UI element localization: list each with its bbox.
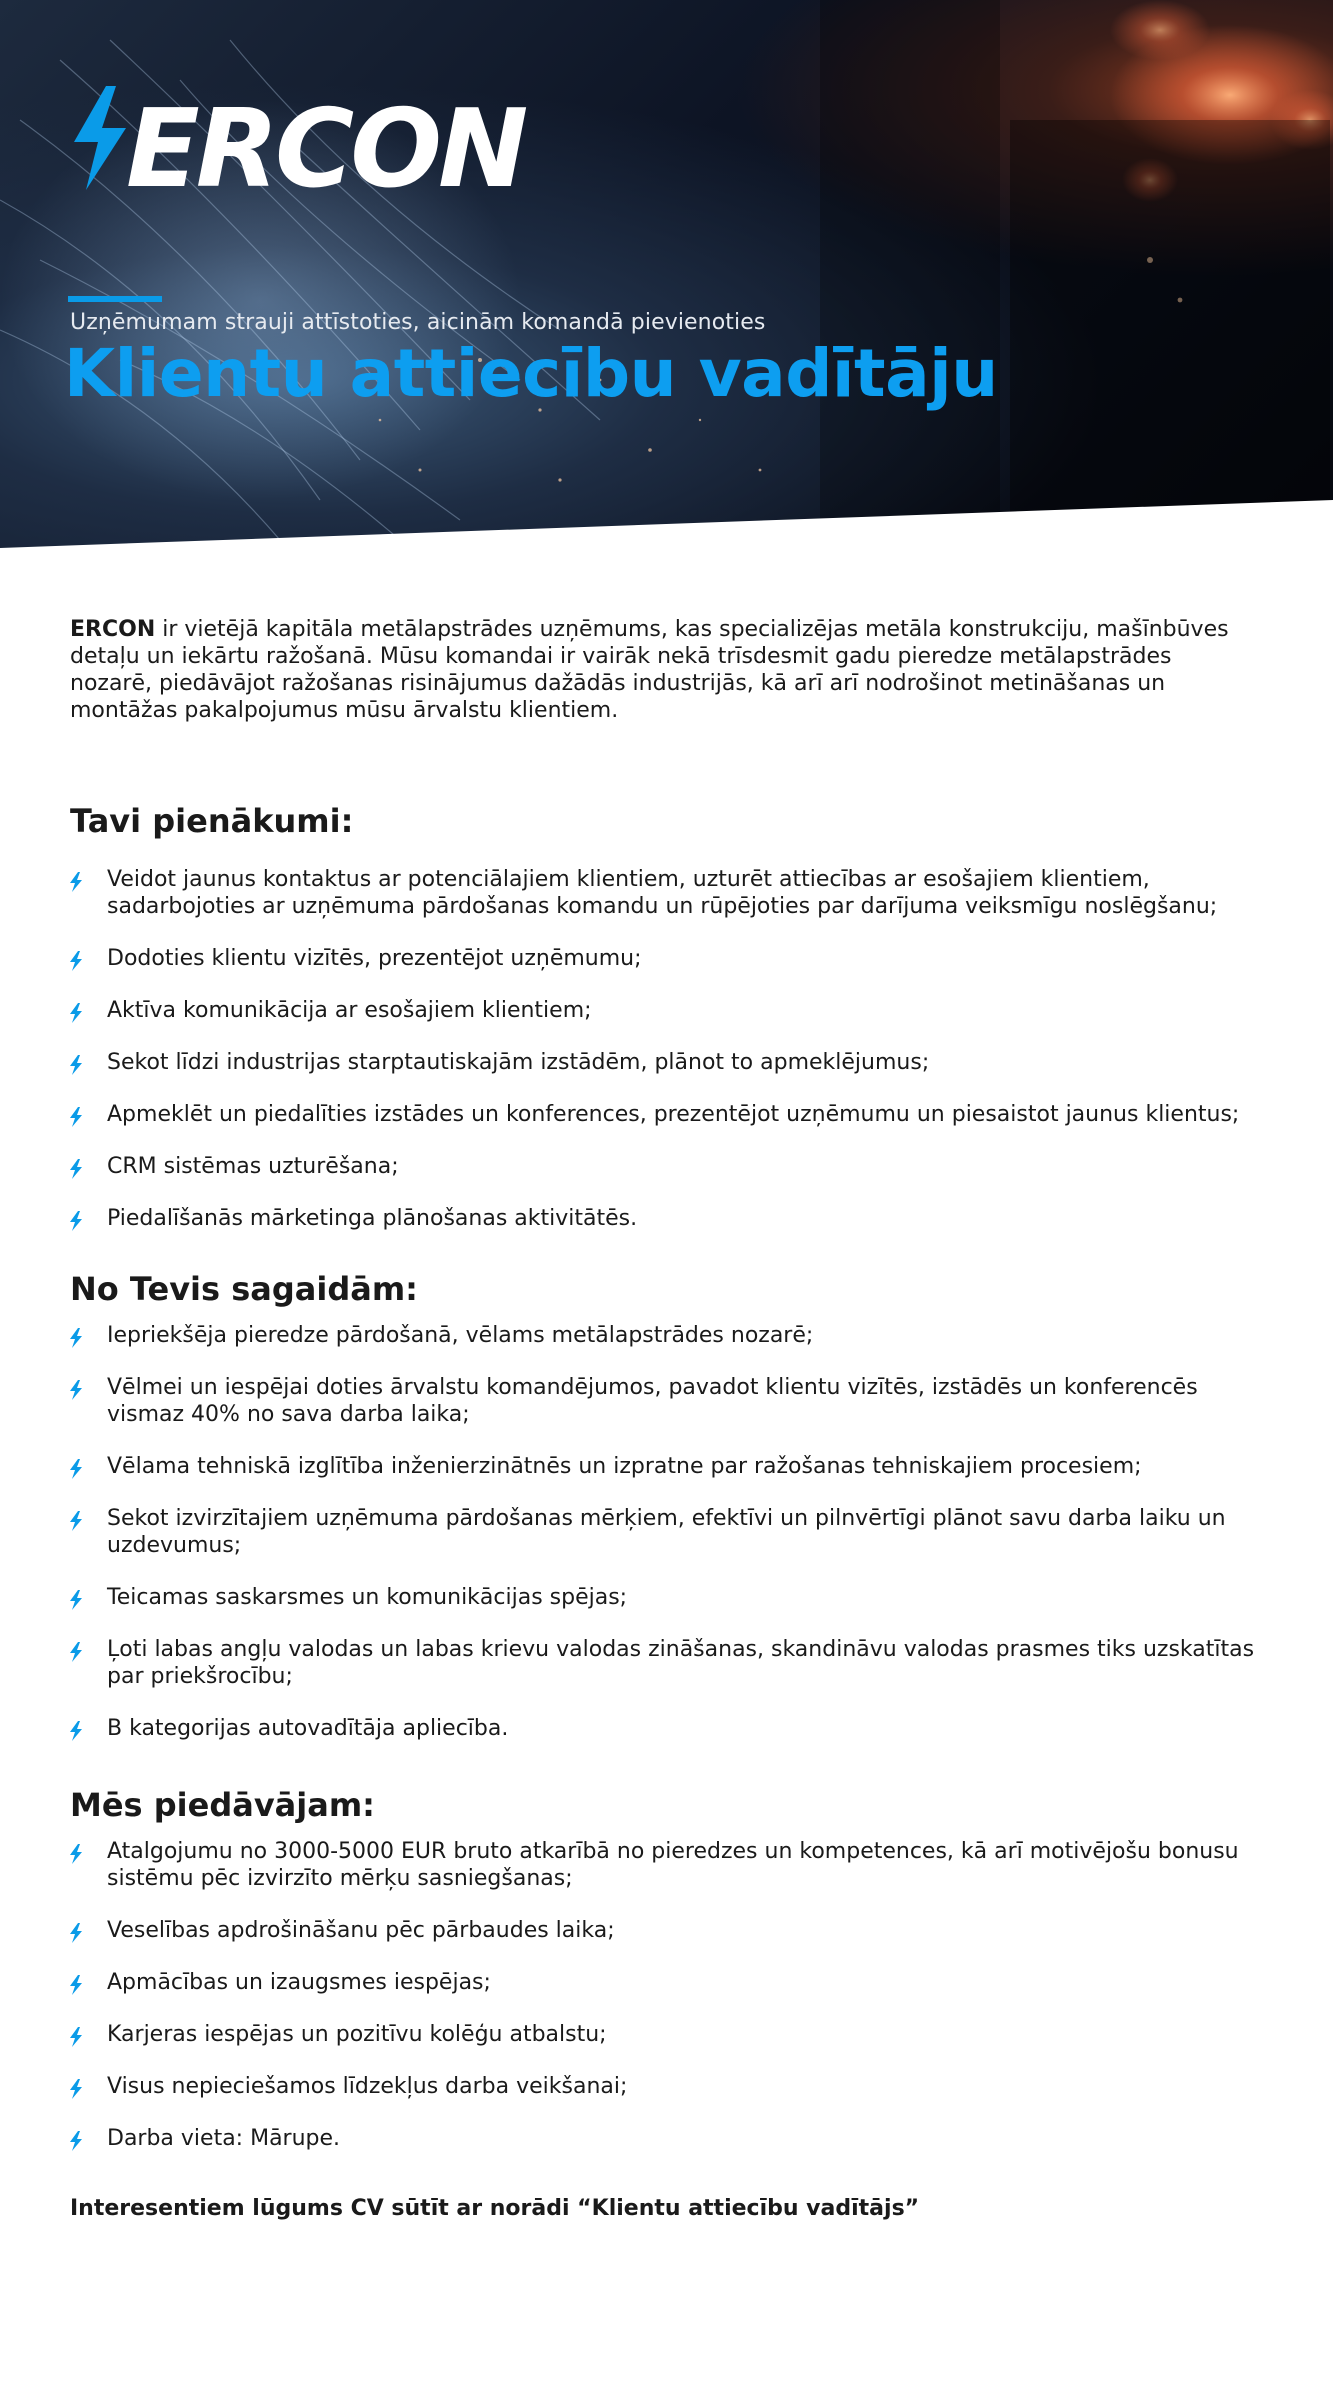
- requirements-heading: No Tevis sagaidām:: [70, 1270, 418, 1308]
- list-item: [70, 2073, 1263, 2100]
- bolt-icon: [68, 2027, 84, 2047]
- intro-text: ir vietējā kapitāla metālapstrādes uzņēmums, kas specializējas metāla konstrukciju, mašīnbūves detaļu un iekārtu ražošanā. Mūsu komandai ir vairāk nekā trīsdesmit gadu pieredze metālapstrādes nozarē, piedāvājot ražošanas risinājumus dažādās industrijās, kā arī arī nodrošinot metināšanas un montāžas pakalpojumus mūsu ārvalstu klientiem.: [70, 617, 1229, 723]
- list-item-text: Apmeklēt un piedalīties izstādes un konferences, prezentējot uzņēmumu un piesaistot jaunus klientus;: [107, 1102, 1240, 1127]
- list-item: [70, 997, 1263, 1024]
- list-item: [70, 1101, 1263, 1128]
- list-item: [70, 1374, 1263, 1428]
- list-item-text: Teicamas saskarsmes un komunikācijas spējas;: [107, 1585, 628, 1610]
- list-item: [70, 1715, 1263, 1742]
- list-item: [70, 1205, 1263, 1232]
- list-item-text: Karjeras iespējas un pozitīvu kolēģu atbalstu;: [107, 2022, 607, 2047]
- bolt-icon: [68, 872, 84, 892]
- intro-company-name: ERCON: [70, 617, 156, 642]
- offer-heading: Mēs piedāvājam:: [70, 1786, 375, 1824]
- list-item: [70, 866, 1263, 920]
- responsibilities-section: [0, 802, 1333, 1232]
- list-item-text: Veselības apdrošināšanu pēc pārbaudes laika;: [107, 1918, 615, 1943]
- bolt-icon: [68, 1328, 84, 1348]
- accent-bar: [68, 296, 162, 302]
- bolt-icon: [68, 1844, 84, 1864]
- bolt-icon: [68, 1721, 84, 1741]
- list-item-text: CRM sistēmas uzturēšana;: [107, 1154, 399, 1179]
- bolt-icon: [68, 951, 84, 971]
- offer-list: [70, 1838, 1263, 2152]
- list-item: [70, 945, 1263, 972]
- list-item-text: Ļoti labas angļu valodas un labas krievu valodas zināšanas, skandināvu valodas prasmes tiks uzskatītas par priekšrocību;: [107, 1637, 1255, 1689]
- bolt-icon: [68, 1003, 84, 1023]
- list-item-text: Visus nepieciešamos līdzekļus darba veikšanai;: [107, 2074, 628, 2099]
- bolt-icon: [68, 1642, 84, 1662]
- list-item-text: Piedalīšanās mārketinga plānošanas aktivitātēs.: [107, 1206, 638, 1231]
- bolt-icon: [68, 2131, 84, 2151]
- list-item-text: Iepriekšēja pieredze pārdošanā, vēlams metālapstrādes nozarē;: [107, 1323, 814, 1348]
- closing-note: Interesentiem lūgums CV sūtīt ar norādi “Klientu attiecību vadītājs”: [70, 2196, 920, 2221]
- list-item: [70, 1969, 1263, 1996]
- hero-banner: [0, 0, 1333, 560]
- list-item-text: Sekot izvirzītajiem uzņēmuma pārdošanas mērķiem, efektīvi un pilnvērtīgi plānot savu darba laiku un uzdevumus;: [107, 1506, 1226, 1558]
- list-item-text: Apmācības un izaugsmes iespējas;: [107, 1970, 491, 1995]
- list-item-text: Darba vieta: Mārupe.: [107, 2126, 341, 2151]
- job-description: [0, 560, 1333, 2221]
- bolt-icon: [68, 1211, 84, 1231]
- requirements-section: [0, 1270, 1333, 1742]
- list-item: [70, 1917, 1263, 1944]
- list-item: [70, 1838, 1263, 1892]
- list-item: [70, 1636, 1263, 1690]
- list-item-text: Dodoties klientu vizītēs, prezentējot uzņēmumu;: [107, 946, 642, 971]
- list-item: [70, 2125, 1263, 2152]
- bolt-icon: [68, 1923, 84, 1943]
- list-item: [70, 1584, 1263, 1611]
- bolt-icon: [68, 1590, 84, 1610]
- bolt-icon: [68, 2079, 84, 2099]
- bolt-icon: [68, 1107, 84, 1127]
- hero-subtitle: Uzņēmumam strauji attīstoties, aicinām komandā pievienoties: [70, 310, 766, 335]
- list-item-text: Vēlmei un iespējai doties ārvalstu komandējumos, pavadot klientu vizītēs, izstādēs un konferencēs vismaz 40% no sava darba laika;: [107, 1375, 1198, 1427]
- svg-text:ERCON: ERCON: [126, 87, 525, 198]
- ercon-logo: [68, 78, 528, 198]
- page-title: Klientu attiecību vadītāju: [64, 335, 998, 412]
- bolt-icon: [68, 1511, 84, 1531]
- list-item: [70, 1505, 1263, 1559]
- responsibilities-heading: Tavi pienākumi:: [70, 802, 354, 840]
- intro-paragraph: [70, 616, 1251, 724]
- list-item: [70, 2021, 1263, 2048]
- list-item-text: B kategorijas autovadītāja apliecība.: [107, 1716, 509, 1741]
- list-item: [70, 1049, 1263, 1076]
- requirements-list: [70, 1322, 1263, 1742]
- bolt-icon: [68, 1459, 84, 1479]
- bolt-icon: [68, 1159, 84, 1179]
- list-item: [70, 1322, 1263, 1349]
- bolt-icon: [68, 1055, 84, 1075]
- list-item: [70, 1453, 1263, 1480]
- bolt-icon: [68, 1975, 84, 1995]
- list-item-text: Vēlama tehniskā izglītība inženierzinātnēs un izpratne par ražošanas tehniskajiem procesiem;: [107, 1454, 1142, 1479]
- list-item-text: Sekot līdzi industrijas starptautiskajām izstādēm, plānot to apmeklējumus;: [107, 1050, 930, 1075]
- list-item-text: Veidot jaunus kontaktus ar potenciālajiem klientiem, uzturēt attiecības ar esošajiem klientiem, sadarbojoties ar uzņēmuma pārdošanas komandu un rūpējoties par darījuma veiksmīgu noslēgšanu;: [107, 867, 1218, 919]
- responsibilities-list: [70, 866, 1263, 1232]
- offer-section: [0, 1786, 1333, 2152]
- list-item: [70, 1153, 1263, 1180]
- list-item-text: Atalgojumu no 3000-5000 EUR bruto atkarībā no pieredzes un kompetences, kā arī motivējošu bonusu sistēmu pēc izvirzīto mērķu sasniegšanas;: [107, 1839, 1239, 1891]
- list-item-text: Aktīva komunikācija ar esošajiem klientiem;: [107, 998, 592, 1023]
- bolt-icon: [68, 1380, 84, 1400]
